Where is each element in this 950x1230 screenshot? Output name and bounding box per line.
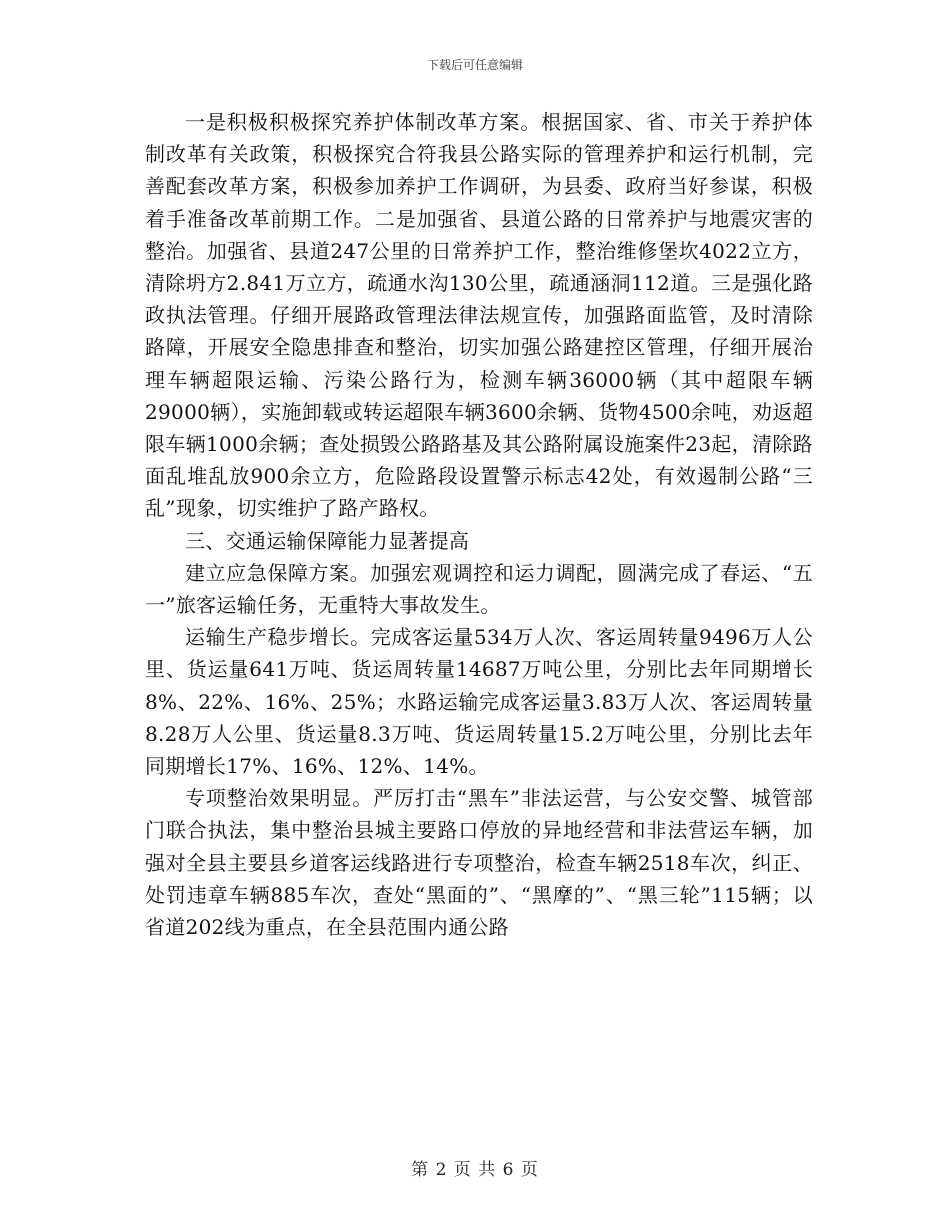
paragraph-transport-growth: 运输生产稳步增长。完成客运量534万人次、客运周转量9496万人公里、货运量641万吨、货运周转量14687万吨公里，分别比去年同期增长8%、22%、16%、25%；水路运输完成客运量3.83万人次、客运周转量8.28万人公里、货运量8.3万吨、货运周转量15.2万吨公里，分别比去年同期增长17%、16%、12%、14%。	[145, 625, 813, 779]
paragraph-emergency-plan: 建立应急保障方案。加强宏观调控和运力调配，圆满完成了春运、“五一”旅客运输任务，无重特大事故发生。	[145, 560, 813, 618]
page-footer: 第 2 页 共 6 页	[411, 1160, 539, 1180]
document-body	[145, 106, 813, 943]
page-header: 下载后可任意编辑	[426, 58, 523, 72]
paragraph-special-rectification: 专项整治效果明显。严厉打击“黑车”非法运营，与公安交警、城管部门联合执法，集中整治县城主要路口停放的异地经营和非法营运车辆，加强对全县主要县乡道客运线路进行专项整治，检查车辆2518车次，纠正、处罚违章车辆885车次，查处“黑面的”、“黑摩的”、“黑三轮”115辆；以省道202线为重点，在全县范围内通公路	[145, 786, 813, 940]
paragraph-maintenance-reform: 一是积极积极探究养护体制改革方案。根据国家、省、市关于养护体制改革有关政策，积极探究合符我县公路实际的管理养护和运行机制，完善配套改革方案，积极参加养护工作调研，为县委、政府当好参谋，积极着手准备改革前期工作。二是加强省、县道公路的日常养护与地震灾害的整治。加强省、县道247公里的日常养护工作，整治维修堡坎4022立方，清除坍方2.841万立方，疏通水沟130公里，疏通涵洞112道。三是强化路政执法管理。仔细开展路政管理法律法规宣传，加强路面监管，及时清除路障，开展安全隐患排查和整治，切实加强公路建控区管理，仔细开展治理车辆超限运输、污染公路行为，检测车辆36000辆（其中超限车辆29000辆），实施卸载或转运超限车辆3600余辆、货物4500余吨，劝返超限车辆1000余辆；查处损毁公路路基及其公路附属设施案件23起，清除路面乱堆乱放900余立方，危险路段设置警示标志42处，有效遏制公路“三乱”现象，切实维护了路产路权。	[145, 110, 813, 521]
section-heading-transport: 三、交通运输保障能力显著提高	[185, 528, 470, 553]
